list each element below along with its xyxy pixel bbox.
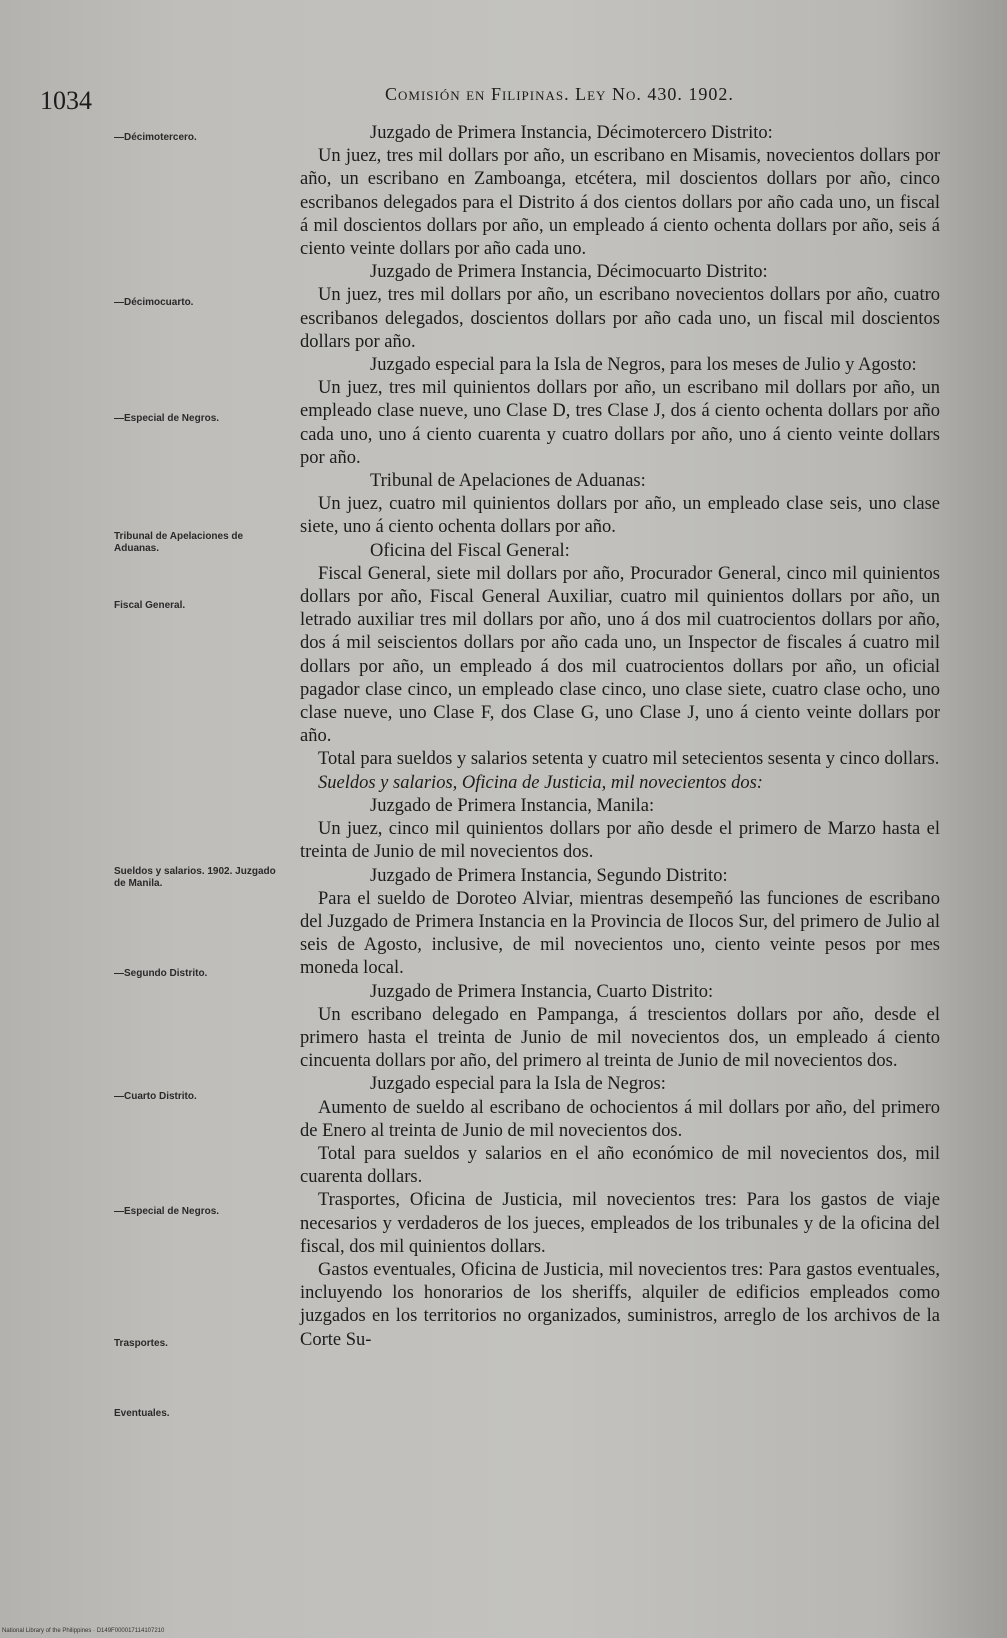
paragraph: Gastos eventuales, Oficina de Justicia, mil novecientos tres: Para gastos eventuales, incluyendo los honorarios de los sheriffs, alquiler de edificios empleados como juzgados en los territorios no organizados, suministros, arreglo de los archivos de la Corte Su- (300, 1259, 940, 1350)
margin-note: —Cuarto Distrito. (114, 1091, 197, 1102)
section-heading: Juzgado de Primera Instancia, Cuarto Distrito: (370, 981, 714, 1002)
paragraph: Total para sueldos y salarios en el año económico de mil novecientos dos, mil cuarenta dollars. (300, 1143, 940, 1188)
margin-note: Trasportes. (114, 1338, 168, 1349)
margin-note: Fiscal General. (114, 600, 186, 611)
scan-footer: National Library of the Philippines · D149F000017114107210 (2, 1628, 165, 1634)
paragraph: Un juez, tres mil dollars por año, un escribano novecientos dollars por año, cuatro escribanos delegados, doscientos dollars por año cada uno, un fiscal mil doscientos dollars por año. (300, 285, 940, 352)
paragraph: Para el sueldo de Doroteo Alviar, mientras desempeñó las funciones de escribano del Juzgado de Primera Instancia en la Provincia de Ilocos Sur, del primero de Julio al seis de Agosto, inclusive, de mil novecientos uno, ciento veinte pesos por mes moneda local. (300, 888, 940, 979)
margin-note: —Décimocuarto. (114, 297, 194, 308)
running-head: Comisión en Filipinas. Ley No. 430. 1902. (385, 84, 734, 104)
margin-note: —Especial de Negros. (114, 413, 220, 424)
section-heading-italic: Sueldos y salarios, Oficina de Justicia, mil novecientos dos: (318, 772, 763, 793)
section-heading: Juzgado especial para la Isla de Negros, para los meses de Julio y Agosto: (370, 355, 917, 376)
section-heading: Tribunal de Apelaciones de Aduanas: (370, 471, 646, 492)
paragraph: Trasportes, Oficina de Justicia, mil novecientos tres: Para los gastos de viaje necesarios y verdaderos de los jueces, empleados de los tribunales y de la oficina del fiscal, dos mil quinientos dollars. (300, 1190, 940, 1257)
paragraph: Fiscal General, siete mil dollars por año, Procurador General, cinco mil quinientos dollars por año, Fiscal General Auxiliar, cuatro mil quinientos dollars por año, un letrado auxiliar tres mil dollars por año, uno á dos mil cuatrocientos dollars por año, dos á mil seiscientos dollars por año cada uno, un Inspector de fiscales á cuatro mil dollars por año, un empleado á dos mil cuatrocientos dollars por año, un oficial pagador clase cinco, un empleado clase cinco, uno clase siete, cuatro clase ocho, uno clase nueve, uno Clase F, dos Clase G, uno Clase J, uno á ciento veinte dollars por año. (300, 563, 940, 747)
section-heading: Juzgado de Primera Instancia, Segundo Distrito: (370, 865, 728, 886)
margin-note: —Décimotercero. (114, 132, 197, 143)
margin-note: Tribunal de Apelaciones de Aduanas. (114, 531, 244, 554)
paragraph: Un juez, cuatro mil quinientos dollars por año, un empleado clase seis, uno clase siete, uno á ciento ochenta dollars por año. (300, 494, 940, 538)
paragraph: Aumento de sueldo al escribano de ochocientos á mil dollars por año, del primero de Enero al treinta de Junio de mil novecientos dos. (300, 1097, 940, 1141)
paragraph: Un escribano delegado en Pampanga, á trescientos dollars por año, desde el primero hasta el treinta de Junio de mil novecientos dos, un empleado á ciento cincuenta dollars por año, del primero al treinta de Junio de mil novecientos dos. (300, 1004, 940, 1072)
margin-note: —Especial de Negros. (114, 1206, 220, 1217)
section-heading: Oficina del Fiscal General: (370, 540, 570, 561)
page-number: 1034 (40, 86, 92, 115)
section-heading: Juzgado de Primera Instancia, Décimotercero Distrito: (370, 123, 773, 143)
paragraph: Un juez, cinco mil quinientos dollars por año desde el primero de Marzo hasta el treinta de Junio de mil novecientos dos. (300, 819, 940, 863)
body-text (300, 122, 940, 1352)
section-heading: Juzgado especial para la Isla de Negros: (370, 1074, 666, 1095)
paragraph: Un juez, tres mil quinientos dollars por año, un escribano mil dollars por año, un empleado clase nueve, uno Clase D, tres Clase J, dos á ciento ochenta dollars por año cada uno, uno á ciento cuarenta y cuatro dollars por año, uno á ciento veinte dollars por año. (300, 378, 940, 468)
paragraph: Un juez, tres mil dollars por año, un escribano en Misamis, novecientos dollars por año, un escribano en Zamboanga, etcétera, mil doscientos dollars por año, cinco escribanos delegados para el Distrito á dos cientos dollars por año cada uno, un fiscal á mil doscientos dollars por año, un empleado á ciento ochenta dollars por año, seis á ciento veinte dollars por año cada uno. (300, 146, 940, 260)
margin-note: —Segundo Distrito. (114, 968, 208, 979)
paragraph: Total para sueldos y salarios setenta y cuatro mil setecientos sesenta y cinco dollars. (318, 749, 940, 770)
margin-note: Sueldos y salarios. 1902. Juzgado de Manila. (114, 866, 276, 889)
margin-note: Eventuales. (114, 1408, 170, 1419)
section-heading: Juzgado de Primera Instancia, Manila: (370, 795, 655, 816)
section-heading: Juzgado de Primera Instancia, Décimocuarto Distrito: (370, 262, 768, 283)
